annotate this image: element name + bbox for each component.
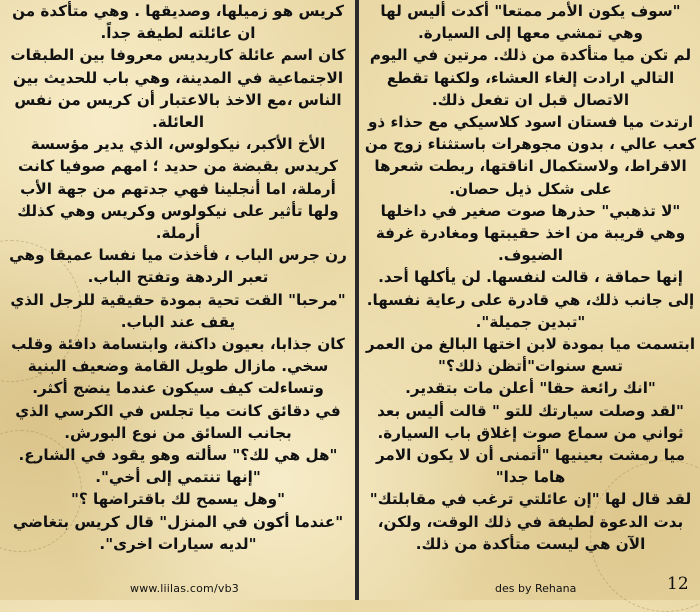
- column-divider: [355, 0, 359, 600]
- paragraph: الأخ الأكبر، نيكولوس، الذي يدير مؤسسة كريدس بقبضة من حديد ؛ امهم صوفيا كانت أرملة، اما أنجلينا فهي جدتهم من جهة الأب ولها تأثير على نيكولوس وكريس وهي كذلك أرملة.: [17, 135, 339, 243]
- paragraph: "سوف يكون الأمر ممتعا" أكدت أليس لها وهي تمشي معها إلى السيارة.: [380, 2, 681, 43]
- design-credit: des by Rehana: [495, 582, 577, 595]
- paragraph: "انك رائعة حقا" أعلن مات بتقدير.: [405, 379, 656, 398]
- paragraph: كان اسم عائلة كاريديس معروفا بين الطبقات الاجتماعية في المدينة، وهي باب للحديث بين الناس ،مع الاخذ بالاعتبار أن كريس من نفس العائلة.: [10, 46, 346, 132]
- paragraph: "تبدين جميلة".: [475, 312, 586, 331]
- paragraph: كريس هو زميلها، وصديقها . وهي متأكدة من ان عائلته لطيفة جداً.: [12, 2, 344, 43]
- paragraph: "لقد وصلت سيارتك للتو " قالت أليس بعد ثواني من سماع صوت إغلاق باب السيارة.: [377, 401, 684, 442]
- paragraph: "عندما أكون في المنزل" قال كريس بتغاضي "لديه سيارات اخرى".: [12, 512, 344, 553]
- paragraph: "لا تذهبي" حذرها صوت صغير في داخلها وهي قريبة من اخذ حقيبتها ومغادرة غرفة الضيوف.: [375, 201, 686, 265]
- paragraph: "مرحبا" القت تحية بمودة حقيقية للرجل الذي يقف عند الباب.: [10, 290, 346, 331]
- paragraph: رن جرس الباب ، فأخذت ميا نفسا عميقا وهي تعبر الردهة وتفتح الباب.: [9, 246, 347, 287]
- paragraph: لم تكن ميا متأكدة من ذلك. مرتين في اليوم التالي ارادت إلغاء العشاء، ولكنها تقطع الاتصال قبل ان تفعل ذلك.: [369, 46, 692, 109]
- paragraph: لقد قال لها "إن عائلتي ترغب في مقابلتك" بدت الدعوة لطيفة في ذلك الوقت، ولكن، الآن هي ليست متأكدة من ذلك.: [369, 490, 692, 553]
- paragraph: في دقائق كانت ميا تجلس في الكرسي الذي بجانب السائق من نوع البورش.: [15, 401, 341, 442]
- paragraph: ارتدت ميا فستان اسود كلاسيكي مع حذاء ذو كعب عالي ، بدون مجوهرات باستثناء زوج من الاقراط، ولاستكمال اناقتها، ربطت شعرها على شكل ذيل حصان.: [364, 113, 697, 198]
- paragraph: كان جذابا، بعيون داكنة، وابتسامة دافئة وقلب سخي. مازال طويل القامة وضعيف البنية وتساءلت كيف سيكون عندما ينضج أكثر.: [11, 335, 345, 398]
- paragraph: ابتسمت ميا بمودة لابن اختها البالغ من العمر تسع سنوات"أتظن ذلك؟": [365, 335, 696, 376]
- paragraph: "هل هي لك؟" سألته وهو يقود في الشارع.: [18, 446, 338, 465]
- paragraph: "إنها تنتمي إلى أخي".: [95, 468, 261, 487]
- left-text-column: [6, 0, 350, 585]
- paragraph: إنها حماقة ، قالت لنفسها. لن يأكلها أحد. إلى جانب ذلك، هي قادرة على رعاية نفسها.: [366, 268, 695, 309]
- paragraph: "وهل يسمح لك باقتراضها ؟": [70, 490, 286, 509]
- site-url: www.liilas.com/vb3: [130, 582, 239, 595]
- paragraph: ميا رمشت بعينيها "أتمنى أن لا يكون الامر هاما جدا": [375, 446, 686, 487]
- page-number: 12: [667, 574, 689, 594]
- right-text-column: [364, 0, 697, 585]
